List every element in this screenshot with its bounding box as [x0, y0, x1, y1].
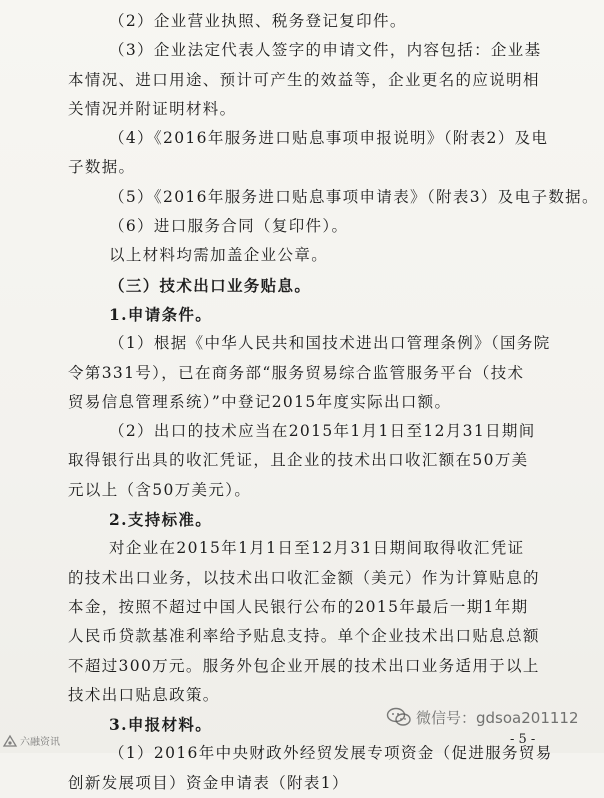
paragraph-line: 创新发展项目）资金申请表（附表1）	[68, 773, 349, 792]
paragraph-line: 人民币贷款基准利率给予贴息支持。单个企业技术出口贴息总额	[68, 627, 540, 646]
paragraph-line: 不超过300万元。服务外包企业开展的技术出口业务适用于以上	[68, 656, 540, 675]
paragraph-line: （4）《2016年服务进口贴息事项申报说明》（附表2）及电	[109, 129, 549, 148]
corner-logo-text: 六融资讯	[20, 737, 60, 748]
section-heading: 2.支持标准。	[109, 510, 213, 530]
watermark-text: 微信号：gdsoa201112	[416, 708, 579, 727]
paragraph-line: （1）2016年中央财政外经贸发展专项资金（促进服务贸易	[109, 744, 553, 763]
corner-logo	[2, 733, 60, 748]
wechat-icon	[386, 707, 412, 727]
paragraph-line: 本金，按照不超过中国人民银行公布的2015年最后一期1年期	[68, 597, 529, 616]
logo-icon	[2, 734, 18, 748]
paragraph-line: 取得银行出具的收汇凭证，且企业的技术出口收汇额在50万美	[68, 451, 529, 470]
document-body	[68, 7, 599, 798]
paragraph-line: （3）企业法定代表人签字的申请文件，内容包括：企业基	[109, 41, 542, 60]
paragraph-line: （2）企业营业执照、税务登记复印件。	[109, 12, 407, 30]
section-heading: 3.申报材料。	[109, 715, 213, 735]
paragraph-line: 贸易信息管理系统）”中登记2015年度实际出口额。	[68, 392, 452, 411]
paragraph-line: （6）进口服务合同（复印件）。	[109, 217, 349, 236]
paragraph-line: （1）根据《中华人民共和国技术进出口管理条例》（国务院	[109, 334, 551, 353]
paragraph-line: 关情况并附证明材料。	[68, 99, 237, 118]
wechat-watermark	[386, 706, 579, 728]
paragraph-line: 对企业在2015年1月1日至12月31日期间取得收汇凭证	[109, 539, 525, 558]
section-heading: 1.申请条件。	[109, 304, 213, 324]
paragraph-line: 技术出口贴息政策。	[68, 685, 220, 704]
paragraph-line: 以上材料均需加盖企业公章。	[109, 246, 329, 265]
paragraph-line: 令第331号），已在商务部“服务贸易综合监管服务平台（技术	[68, 363, 525, 382]
paragraph-line: 子数据。	[68, 158, 136, 177]
paragraph-line: （5）《2016年服务进口贴息事项申请表》（附表3）及电子数据。	[109, 187, 599, 206]
paragraph-line: 元以上（含50万美元）。	[68, 480, 252, 499]
paragraph-line: 本情况、进口用途、预计可产生的效益等，企业更名的应说明相	[68, 70, 540, 89]
page-number: - 5 -	[510, 732, 536, 747]
paragraph-line: （2）出口的技术应当在2015年1月1日至12月31日期间	[109, 422, 536, 441]
paragraph-line: 的技术出口业务，以技术出口收汇金额（美元）作为计算贴息的	[68, 568, 540, 587]
section-heading: （三）技术出口业务贴息。	[109, 275, 312, 295]
